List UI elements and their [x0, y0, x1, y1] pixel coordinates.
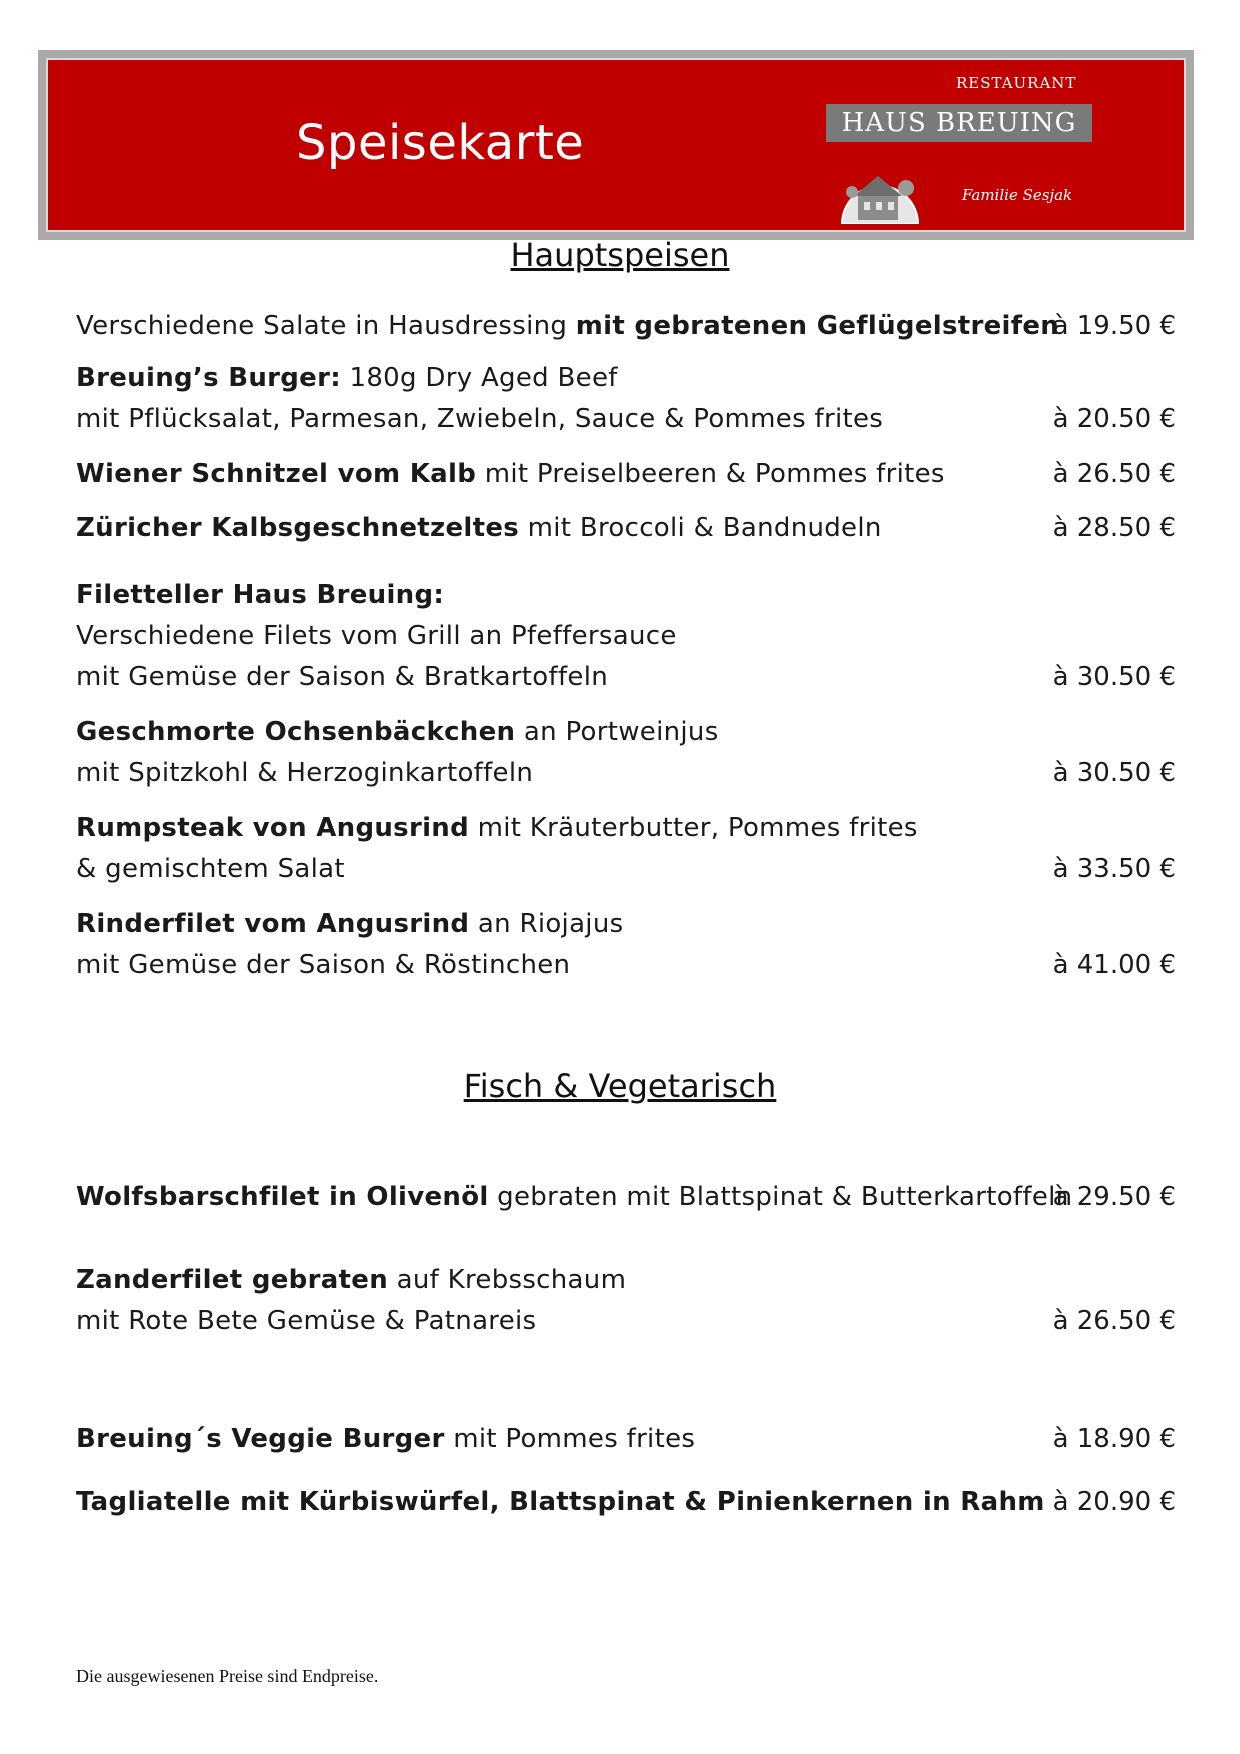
menu-item-line — [76, 808, 1176, 849]
menu-item — [76, 904, 1176, 986]
section-title-fisch-vegetarisch: Fisch & Vegetarisch — [463, 1067, 777, 1105]
header-banner-frame — [38, 50, 1194, 240]
price-footnote: Die ausgewiesenen Preise sind Endpreise. — [76, 1666, 379, 1686]
menu-item-line — [76, 575, 1176, 616]
menu-item — [76, 1260, 1176, 1342]
menu-item — [76, 575, 1176, 698]
menu-item-line — [76, 1482, 1176, 1523]
menu-item-price: à 18.90 € — [1052, 1424, 1176, 1454]
menu-item — [76, 1419, 1176, 1460]
menu-item — [76, 808, 1176, 890]
menu-item-line — [76, 399, 1176, 440]
section-title-hauptspeisen: Hauptspeisen — [510, 236, 730, 274]
menu-item-price: à 29.50 € — [1052, 1182, 1176, 1212]
dish-description: gebraten mit Blattspinat & Butterkartoffeln — [488, 1182, 1073, 1212]
restaurant-seal-icon — [838, 150, 922, 224]
menu-item-line — [76, 306, 1176, 347]
restaurant-label: RESTAURANT — [956, 74, 1077, 92]
menu-item-line — [76, 712, 1176, 753]
menu-item-line — [76, 849, 1176, 890]
restaurant-name: HAUS BREUING — [826, 104, 1092, 142]
menu-item-line — [76, 657, 1176, 698]
menu-item-line — [76, 454, 1176, 495]
dish-description: mit Gemüse der Saison & Bratkartoffeln — [76, 662, 608, 692]
menu-item-line — [76, 508, 1176, 549]
menu-item-price: à 20.90 € — [1052, 1487, 1176, 1517]
dish-description: Verschiedene Salate in Hausdressing — [76, 311, 576, 341]
menu-item-price: à 41.00 € — [1052, 950, 1176, 980]
dish-name: Zanderfilet gebraten — [76, 1265, 389, 1295]
menu-item-line — [76, 1419, 1176, 1460]
dish-description: an Portweinjus — [515, 717, 719, 747]
dish-description: mit Spitzkohl & Herzoginkartoffeln — [76, 758, 534, 788]
dish-name: Rumpsteak von Angusrind — [76, 813, 470, 843]
menu-item-price: à 26.50 € — [1052, 1306, 1176, 1336]
menu-item-line — [76, 904, 1176, 945]
menu-item — [76, 712, 1176, 794]
dish-description: 180g Dry Aged Beef — [340, 363, 618, 393]
dish-name: Tagliatelle mit Kürbiswürfel, Blattspinat & Pinienkernen in Rahm — [76, 1487, 1045, 1517]
dish-description: mit Pommes frites — [444, 1424, 696, 1454]
dish-name: mit gebratenen Geflügelstreifen — [575, 311, 1060, 341]
dish-description: mit Gemüse der Saison & Röstinchen — [76, 950, 571, 980]
dish-description: mit Rote Bete Gemüse & Patnareis — [76, 1306, 537, 1336]
menu-item-line — [76, 753, 1176, 794]
page-title: Speisekarte — [296, 115, 585, 171]
family-signature: Familie Sesjak — [962, 186, 1073, 204]
menu-item — [76, 508, 1176, 549]
menu-item-price: à 19.50 € — [1052, 311, 1176, 341]
menu-item — [76, 1482, 1176, 1523]
menu-item-price: à 20.50 € — [1052, 404, 1176, 434]
menu-item-price: à 26.50 € — [1052, 459, 1176, 489]
dish-description: Verschiedene Filets vom Grill an Pfeffersauce — [76, 621, 677, 651]
menu-item-price: à 30.50 € — [1052, 758, 1176, 788]
menu-item-price: à 33.50 € — [1052, 854, 1176, 884]
dish-description: mit Preiselbeeren & Pommes frites — [476, 459, 945, 489]
dish-description: & gemischtem Salat — [76, 854, 345, 884]
menu-item — [76, 1177, 1176, 1218]
menu-item-price: à 28.50 € — [1052, 513, 1176, 543]
dish-name: Breuing´s Veggie Burger — [76, 1424, 445, 1454]
menu-item-line — [76, 616, 1176, 657]
menu-item — [76, 454, 1176, 495]
menu-item — [76, 358, 1176, 440]
dish-name: Züricher Kalbsgeschnetzeltes — [76, 513, 520, 543]
dish-description: mit Kräuterbutter, Pommes frites — [469, 813, 918, 843]
dish-description: mit Broccoli & Bandnudeln — [519, 513, 882, 543]
dish-description: an Riojajus — [469, 909, 624, 939]
dish-name: Filetteller Haus Breuing: — [76, 580, 445, 610]
dish-name: Rinderfilet vom Angusrind — [76, 909, 470, 939]
header-banner — [46, 58, 1186, 232]
menu-item — [76, 306, 1176, 347]
menu-item-line — [76, 1301, 1176, 1342]
menu-item-line — [76, 358, 1176, 399]
menu-item-line — [76, 1177, 1176, 1218]
dish-name: Wiener Schnitzel vom Kalb — [76, 459, 477, 489]
dish-name: Geschmorte Ochsenbäckchen — [76, 717, 516, 747]
menu-item-price: à 30.50 € — [1052, 662, 1176, 692]
menu-item-line — [76, 945, 1176, 986]
dish-name: Wolfsbarschfilet in Olivenöl — [76, 1182, 489, 1212]
dish-description: mit Pflücksalat, Parmesan, Zwiebeln, Sauce & Pommes frites — [76, 404, 884, 434]
menu-item-line — [76, 1260, 1176, 1301]
dish-name: Breuing’s Burger: — [76, 363, 341, 393]
dish-description: auf Krebsschaum — [388, 1265, 627, 1295]
